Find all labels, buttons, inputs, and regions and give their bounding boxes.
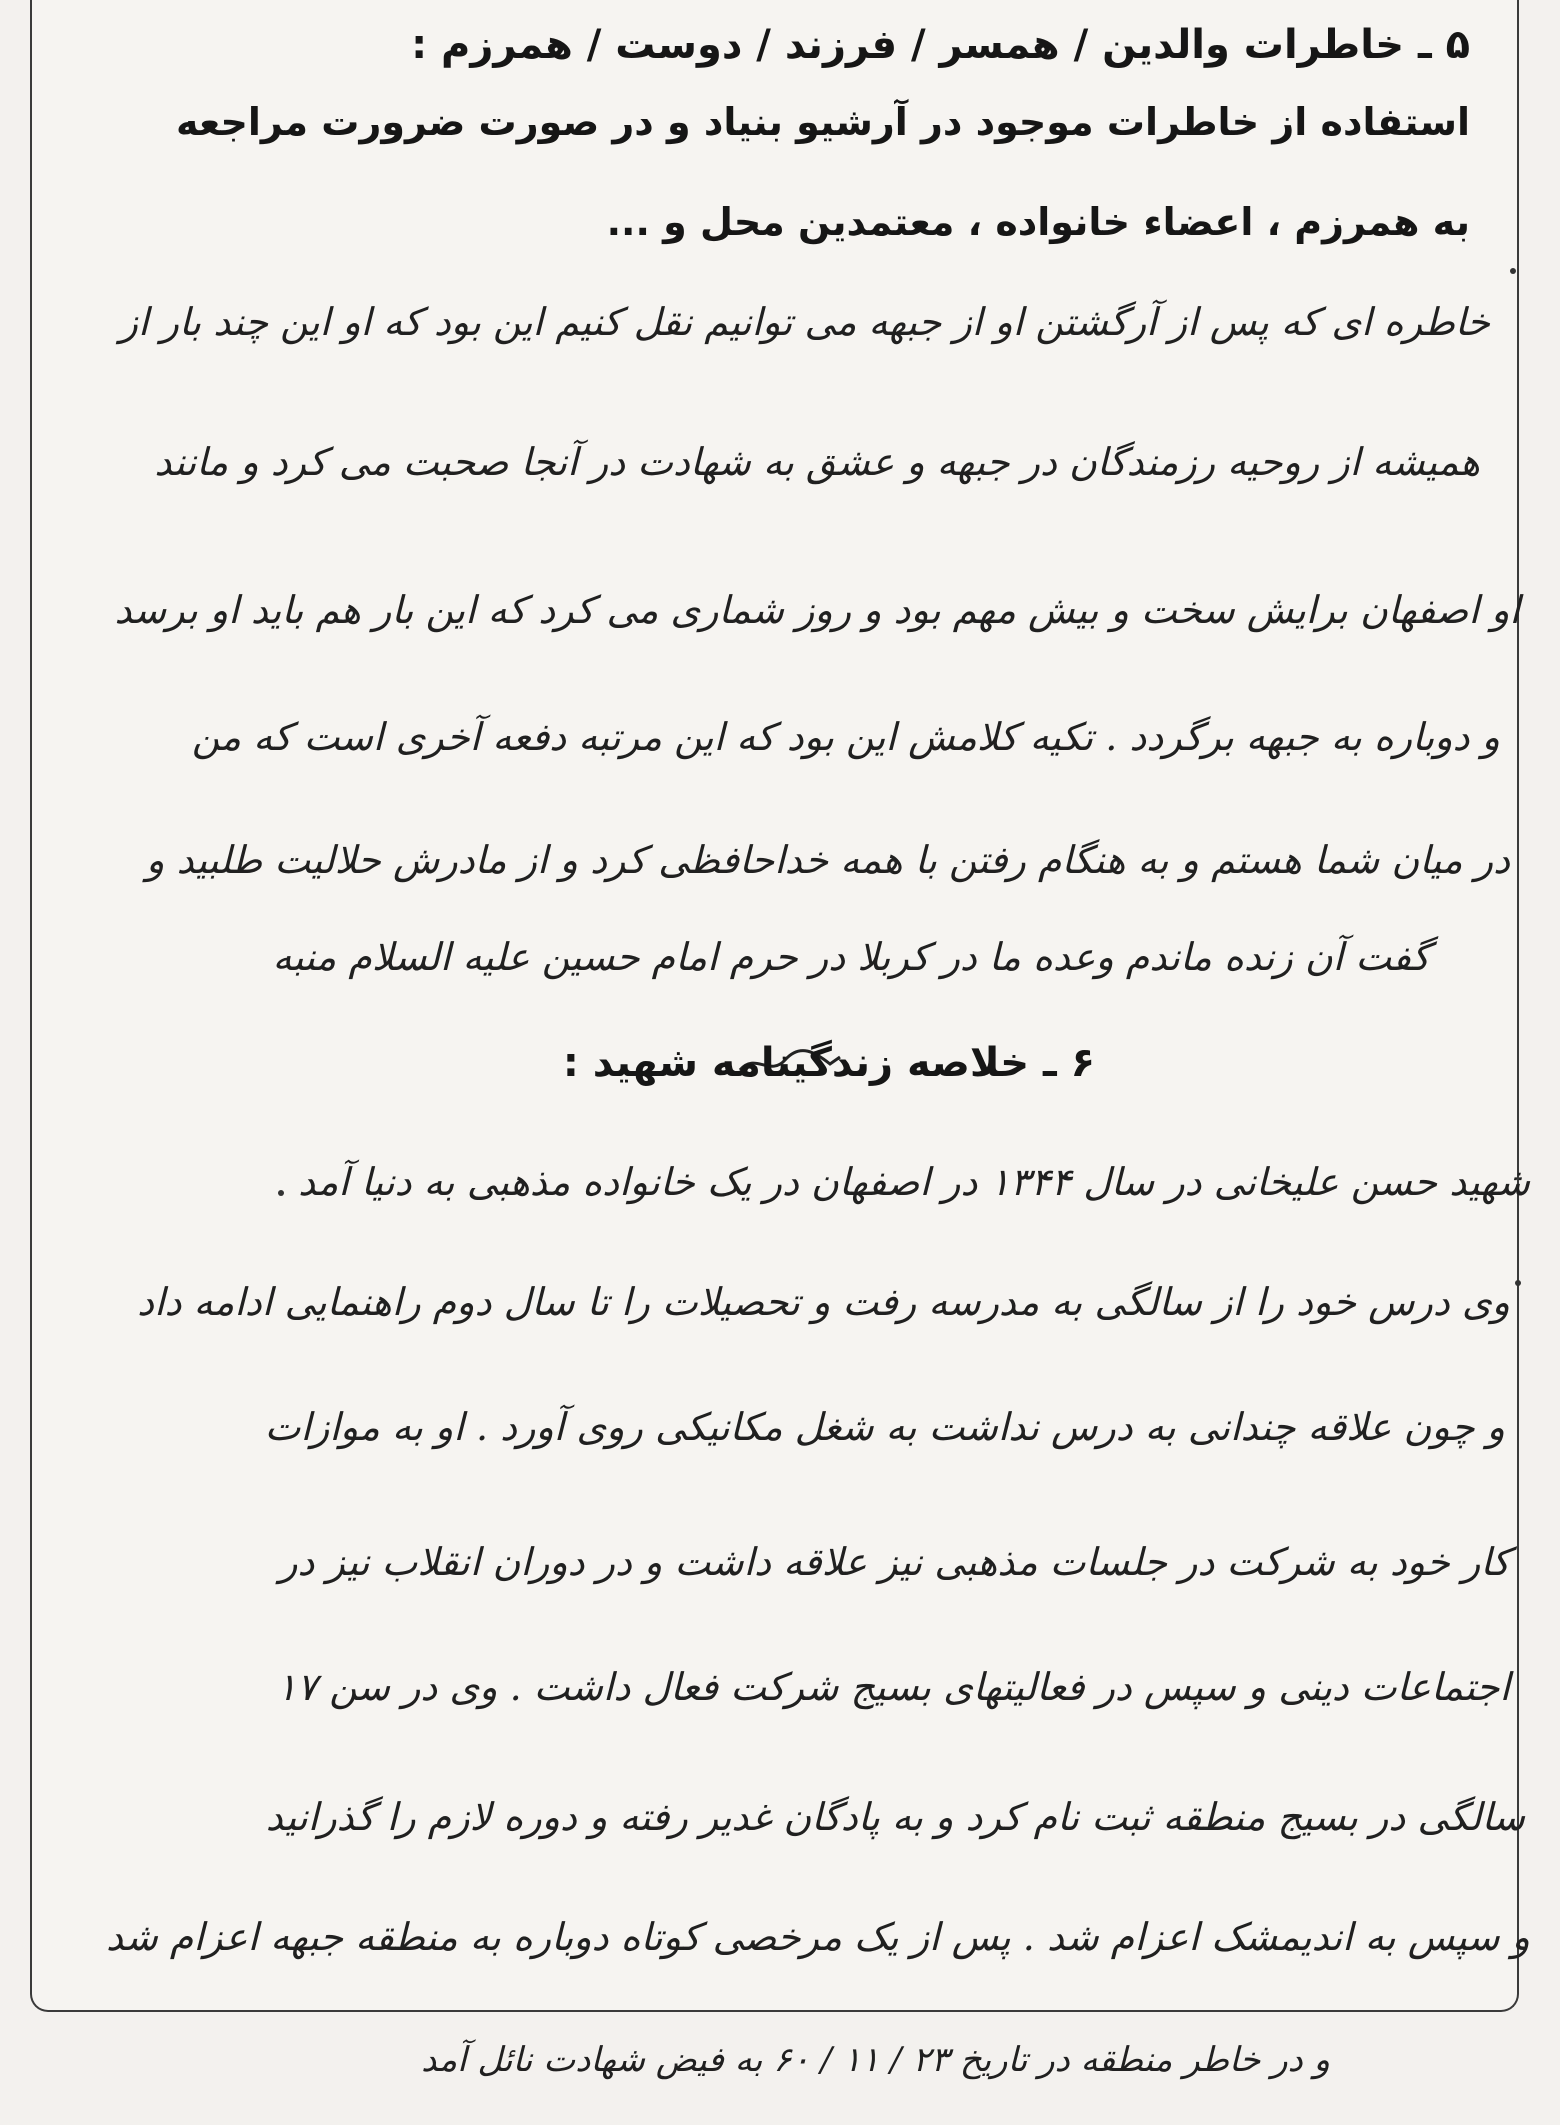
section5-instruction-line: استفاده از خاطرات موجود در آرشیو بنیاد و در صورت ضرورت مراجعه	[175, 100, 1470, 144]
memory-handwritten-line: در میان شما هستم و به هنگام رفتن با همه خداحافظی کرد و از مادرش حلالیت طلبید و	[146, 838, 1510, 882]
margin-dot	[278, 1190, 284, 1196]
margin-dot	[1515, 1280, 1521, 1286]
memory-handwritten-line: خاطره ای که پس از آرگشتن او از جبهه می توانیم نقل کنیم این بود که او این چند بار از	[119, 300, 1490, 344]
biography-handwritten-line: شهید حسن علیخانی در سال ۱۳۴۴ در اصفهان در یک خانواده مذهبی به دنیا آمد	[298, 1160, 1530, 1204]
biography-handwritten-line: سالگی در بسیج منطقه ثبت نام کرد و به پادگان غدیر رفته و دوره لازم را گذرانید	[265, 1795, 1525, 1839]
memory-handwritten-line: همیشه از روحیه رزمندگان در جبهه و عشق به شهادت در آنجا صحبت می کرد و مانند	[154, 440, 1480, 484]
biography-handwritten-line: و سپس به اندیمشک اعزام شد . پس از یک مرخصی کوتاه دوباره به منطقه جبهه اعزام شد	[106, 1915, 1530, 1959]
memory-handwritten-line: و دوباره به جبهه برگردد . تکیه کلامش این بود که این مرتبه دفعه آخری است که من	[191, 715, 1500, 759]
footer-handwritten-line: و در خاطر منطقه در تاریخ ۲۳ / ۱۱ / ۶۰ به فیض شهادت نائل آمد	[421, 2040, 1330, 2080]
memory-handwritten-line: گفت آن زنده ماندم وعده ما در کربلا در حرم امام حسین علیه السلام منبه	[272, 935, 1430, 979]
memory-handwritten-line: او اصفهان برایش سخت و بیش مهم بود و روز شماری می کرد که این بار هم باید او برسد	[114, 588, 1520, 632]
biography-handwritten-line: وی درس خود را از سالگی به مدرسه رفت و تحصیلات را تا سال دوم راهنمایی ادامه داد	[137, 1280, 1510, 1324]
section5-heading: ۵ ـ خاطرات والدین / همسر / فرزند / دوست / همرزم :	[411, 22, 1470, 68]
biography-handwritten-line: اجتماعات دینی و سپس در فعالیتهای بسیج شرکت فعال داشت . وی در سن ۱۷	[276, 1665, 1510, 1709]
section5-instruction-line: به همرزم ، اعضاء خانواده ، معتمدین محل و ...	[606, 200, 1470, 244]
section6-heading: ۶ ـ خلاصه زندگینامه شهید :	[562, 1040, 1095, 1086]
margin-dot	[1510, 268, 1516, 274]
biography-handwritten-line: و چون علاقه چندانی به درس نداشت به شغل مکانیکی روی آورد . او به موازات	[264, 1405, 1505, 1449]
biography-handwritten-line: کار خود به شرکت در جلسات مذهبی نیز علاقه داشت و در دوران انقلاب نیز در	[279, 1540, 1510, 1584]
